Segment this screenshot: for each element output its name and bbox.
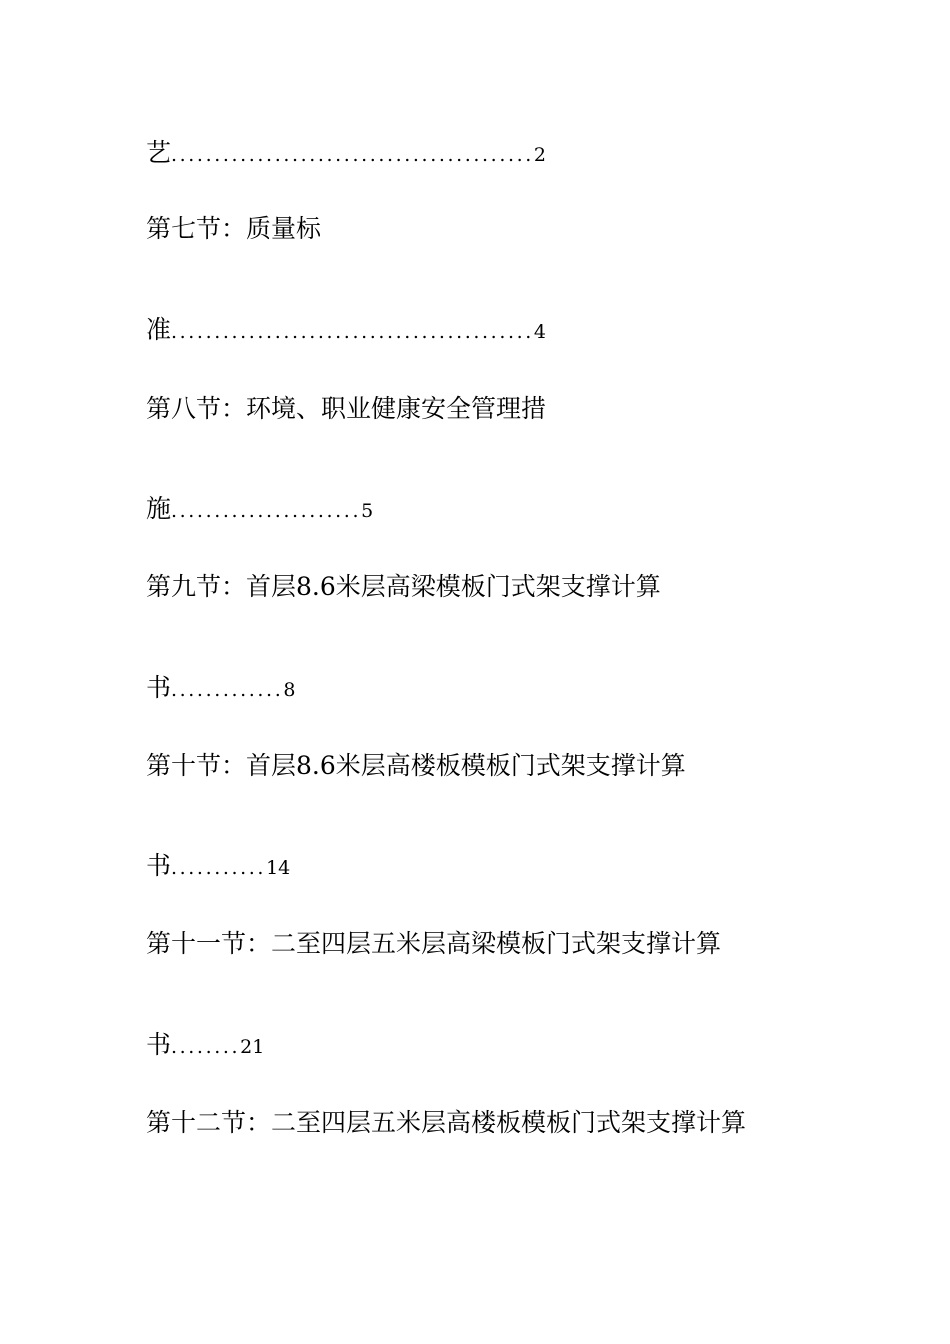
toc-leader-dots: .............: [171, 679, 284, 701]
toc-entry-text: 第七节：质量标: [146, 214, 322, 243]
toc-leader-dots: ......................: [171, 500, 362, 522]
toc-entry-text: 第八节：环境、职业健康安全管理措: [146, 394, 547, 423]
toc-entry-text: 施: [146, 494, 172, 523]
toc-entry-text: 书: [146, 1030, 172, 1059]
toc-entry: [146, 314, 546, 348]
toc-page-number: 4: [533, 321, 546, 343]
toc-leader-dots: ........: [171, 1036, 241, 1058]
toc-entry-text: 书: [146, 851, 172, 880]
toc-page-number: 5: [361, 500, 374, 522]
toc-entry: [146, 850, 290, 884]
toc-page-number: 21: [240, 1036, 265, 1058]
toc-entry: [146, 672, 295, 706]
toc-entry: [146, 750, 686, 782]
toc-entry: [146, 571, 661, 603]
toc-page-number: 8: [283, 679, 296, 701]
toc-entry-text: 艺: [146, 138, 172, 167]
toc-entry: [146, 493, 373, 527]
toc-entry: [146, 137, 546, 171]
toc-entry-text: 第十节：首层8.6米层高楼板模板门式架支撑计算: [146, 751, 686, 780]
toc-entry-text: 准: [146, 315, 172, 344]
toc-leader-dots: ...........: [171, 857, 267, 879]
toc-entry: [146, 393, 546, 425]
toc-page-number: 2: [533, 144, 546, 166]
toc-entry: [146, 1029, 264, 1063]
toc-entry-text: 书: [146, 673, 172, 702]
toc-entry: [146, 928, 721, 960]
toc-entry: [146, 213, 321, 245]
toc-leader-dots: ..........................................: [171, 321, 534, 343]
toc-entry-text: 第十一节：二至四层五米层高梁模板门式架支撑计算: [146, 929, 722, 958]
toc-entry: [146, 1107, 746, 1139]
toc-entry-text: 第十二节：二至四层五米层高楼板模板门式架支撑计算: [146, 1108, 747, 1137]
toc-entry-text: 第九节：首层8.6米层高梁模板门式架支撑计算: [146, 572, 661, 601]
toc-leader-dots: ..........................................: [171, 144, 534, 166]
toc-page-number: 14: [266, 857, 291, 879]
